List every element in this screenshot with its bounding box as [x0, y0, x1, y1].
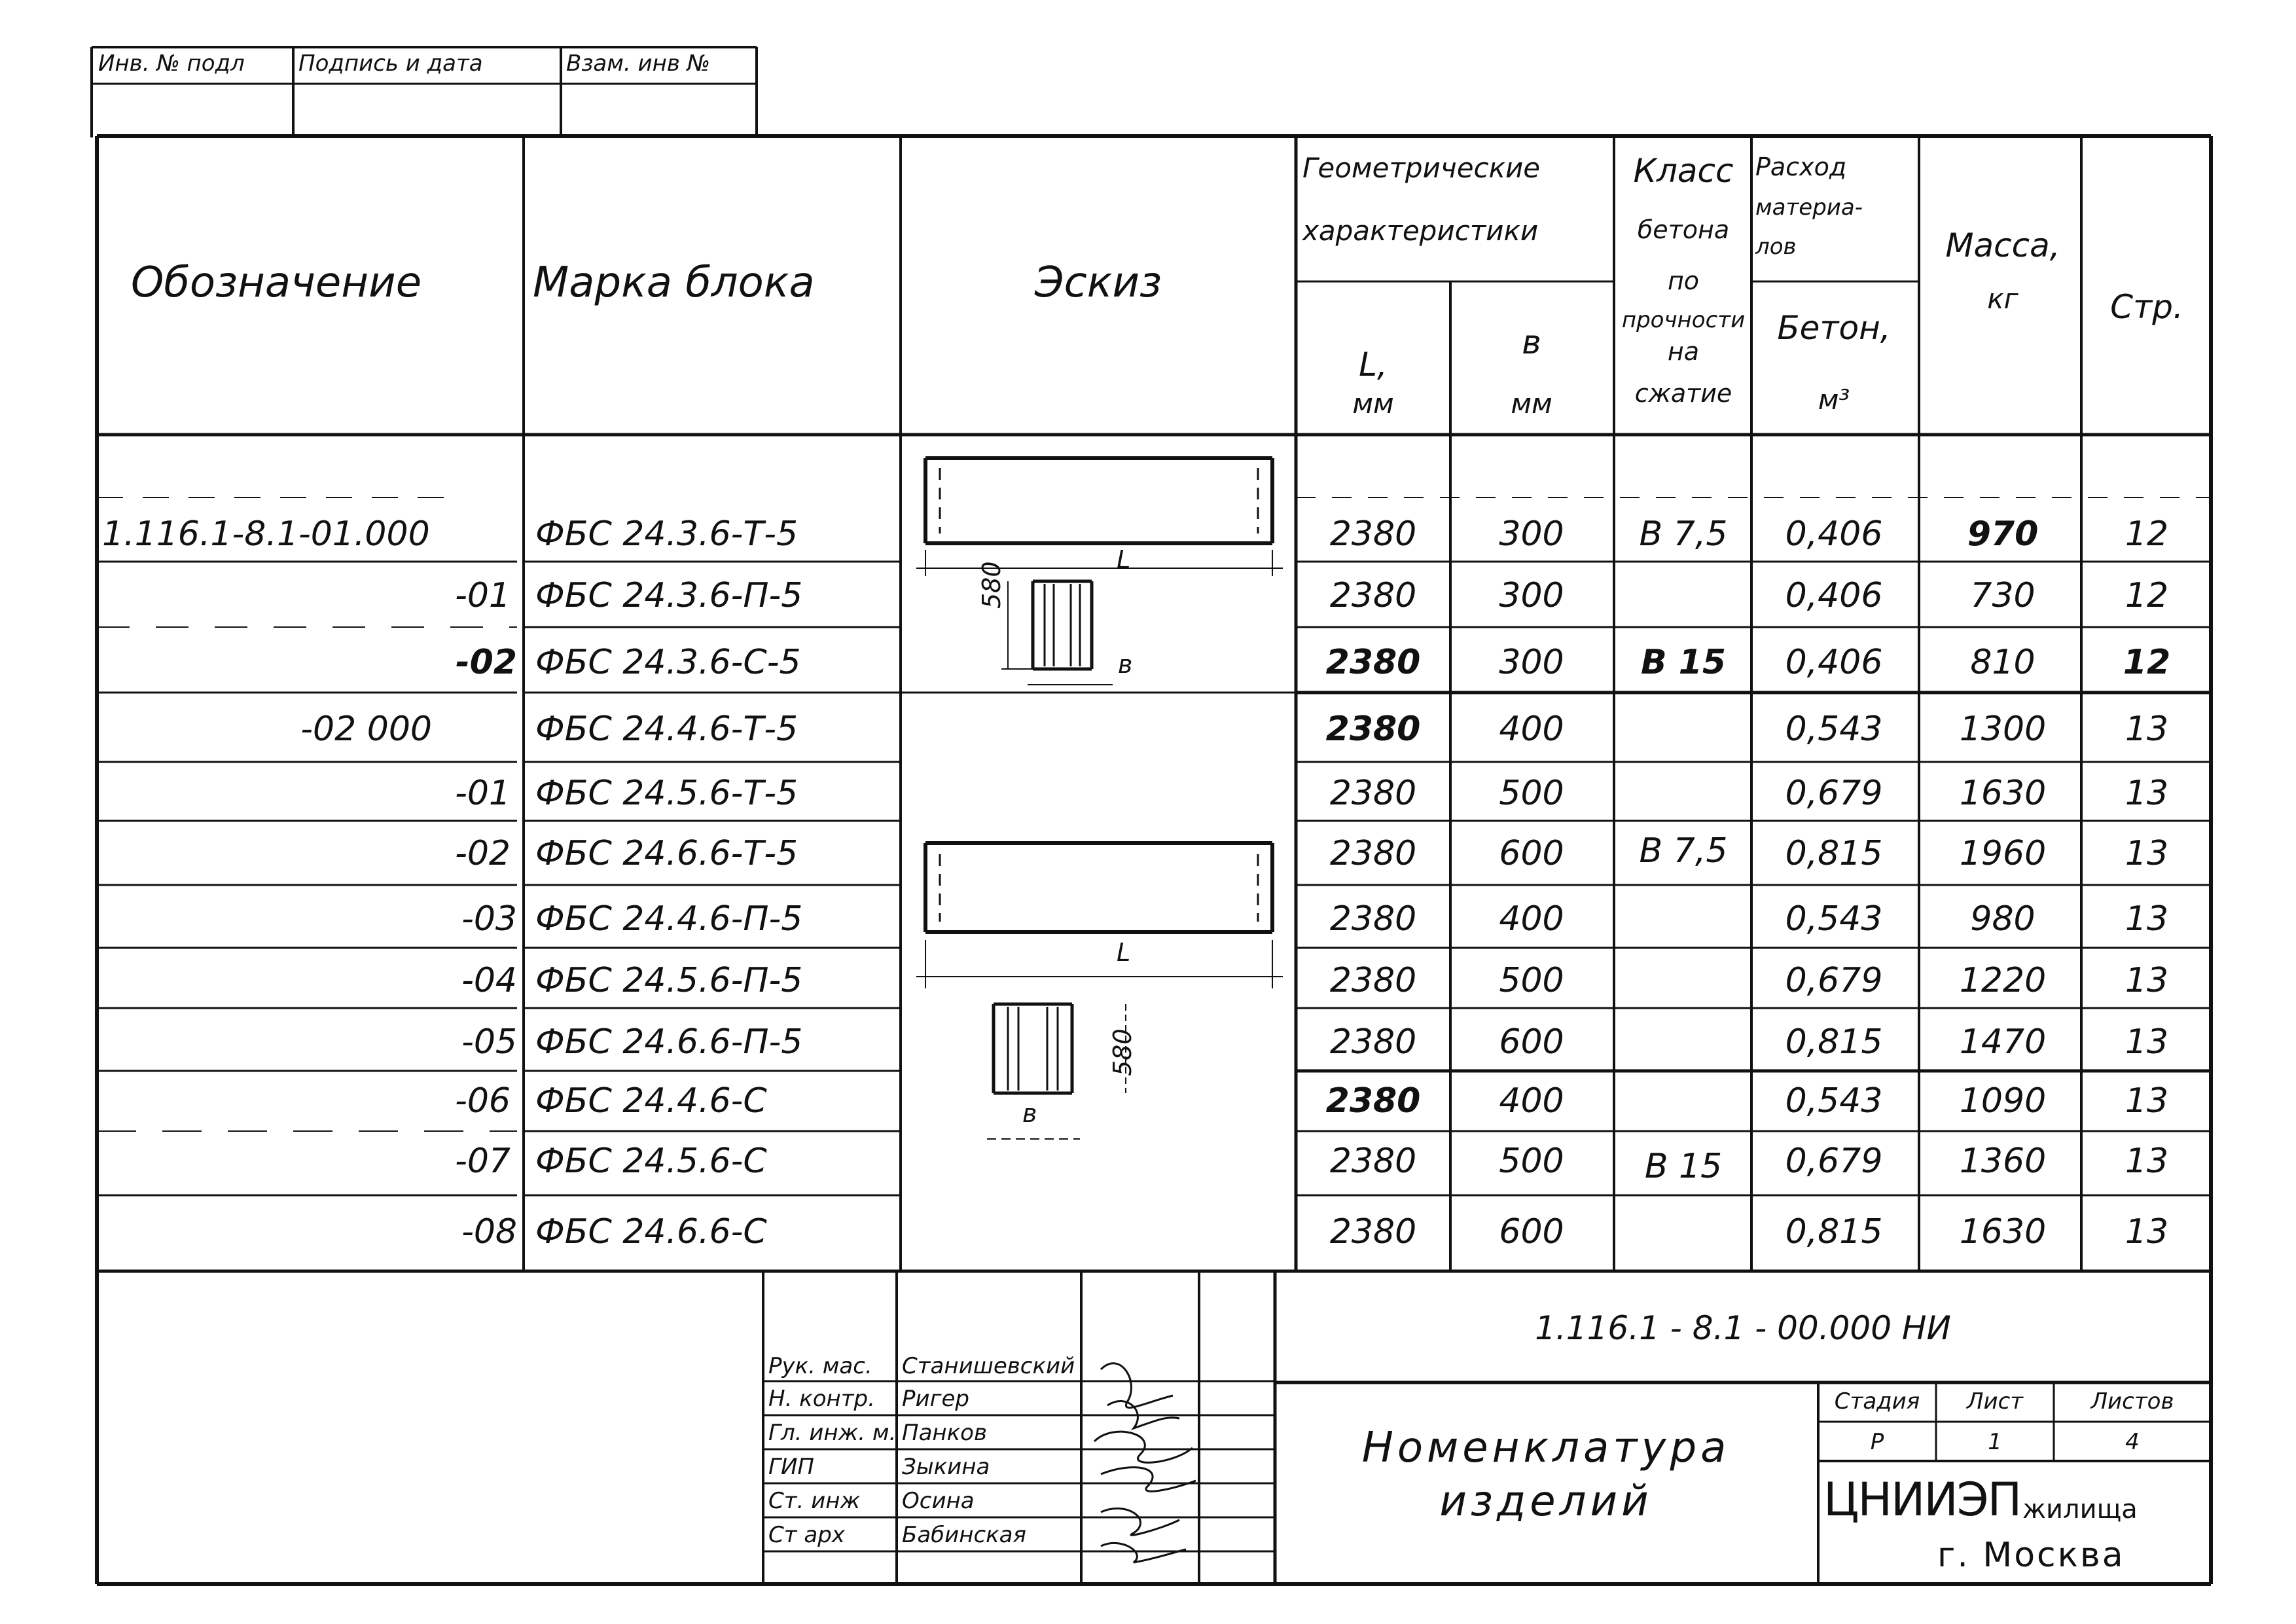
header-mass-unit: кг: [1987, 283, 2018, 315]
row-brand: ФБС 24.6.6-П-5: [535, 1022, 803, 1062]
row-page: 13: [2125, 1022, 2169, 1062]
row-page: 12: [2123, 643, 2171, 682]
title-person: Зыкина: [902, 1454, 990, 1480]
row-mass: 1960: [1959, 834, 2047, 873]
header-consumption-line2: материа-: [1755, 194, 1863, 221]
document-code: 1.116.1 - 8.1 - 00.000 НИ: [1535, 1309, 1951, 1347]
row-brand: ФБС 24.6.6-С: [535, 1212, 767, 1252]
row-page: 13: [2125, 1081, 2169, 1121]
row-mass: 980: [1970, 899, 2036, 939]
sheet-label: Лист: [1966, 1388, 2024, 1415]
row-length: 2380: [1325, 1081, 1421, 1121]
stage-value: Р: [1870, 1429, 1884, 1455]
header-class-line5: на: [1667, 337, 1700, 366]
row-volume: 0,406: [1785, 643, 1883, 682]
row-mass: 1630: [1959, 774, 2047, 813]
row-length: 2380: [1329, 576, 1417, 615]
sketch-top-height-label: 580: [977, 561, 1006, 609]
row-volume: 0,679: [1785, 774, 1883, 813]
title-person: Панков: [902, 1420, 988, 1446]
row-brand: ФБС 24.6.6-Т-5: [535, 834, 798, 873]
header-class-line6: сжатие: [1634, 379, 1732, 408]
row-length: 2380: [1329, 514, 1417, 554]
title-role: Рук. мас.: [768, 1353, 872, 1379]
sketch-bottom-width-label: в: [1022, 1099, 1037, 1128]
row-width: 300: [1499, 514, 1564, 554]
header-class-line2: бетона: [1637, 215, 1730, 244]
row-length: 2380: [1329, 1212, 1417, 1252]
row-designation: -07: [455, 1142, 511, 1181]
row-designation: -04: [461, 961, 517, 1000]
row-brand: ФБС 24.4.6-П-5: [535, 899, 803, 939]
document-title-line1: Номенклатура: [1361, 1424, 1731, 1472]
row-concrete-class: В 7,5: [1639, 514, 1728, 554]
organization-subtitle: жилища: [2022, 1494, 2138, 1525]
header-length-unit: мм: [1352, 388, 1394, 420]
header-class-line3: по: [1667, 266, 1700, 295]
row-length: 2380: [1325, 710, 1421, 749]
row-designation: -02: [456, 643, 517, 682]
row-page: 13: [2125, 899, 2169, 939]
row-volume: 0,543: [1785, 710, 1883, 749]
sheets-value: 4: [2125, 1429, 2140, 1455]
header-designation: Обозначение: [131, 259, 422, 307]
row-width: 600: [1499, 1022, 1564, 1062]
row-brand: ФБС 24.4.6-Т-5: [535, 710, 798, 749]
row-width: 500: [1499, 961, 1564, 1000]
header-block-brand: Марка блока: [533, 259, 815, 307]
row-mass: 730: [1970, 576, 2036, 615]
row-mass: 1630: [1959, 1212, 2047, 1252]
header-concrete-unit: м³: [1818, 384, 1850, 416]
header-class-line4: прочности: [1621, 307, 1746, 333]
sketch-top-length-label: L: [1117, 545, 1131, 574]
stamp-inventory-label: Инв. № подл: [98, 50, 245, 77]
row-width: 300: [1499, 643, 1564, 682]
row-width: 400: [1499, 710, 1564, 749]
row-page: 12: [2125, 514, 2169, 554]
title-role: Ст арх: [768, 1522, 845, 1548]
row-concrete-class: В 15: [1644, 1147, 1723, 1186]
row-volume: 0,679: [1785, 961, 1883, 1000]
row-designation: -01: [455, 774, 511, 813]
row-designation: -08: [461, 1212, 517, 1252]
row-volume: 0,815: [1785, 1022, 1883, 1062]
row-width: 300: [1499, 576, 1564, 615]
row-page: 13: [2125, 774, 2169, 813]
row-brand: ФБС 24.5.6-Т-5: [535, 774, 798, 813]
row-concrete-class: В 15: [1640, 643, 1727, 682]
row-page: 13: [2125, 710, 2169, 749]
row-page: 13: [2125, 1142, 2169, 1181]
header-width-label: в: [1522, 323, 1541, 361]
title-person: Бабинская: [902, 1522, 1026, 1548]
row-width: 500: [1499, 774, 1564, 813]
row-designation: -05: [461, 1022, 517, 1062]
row-brand: ФБС 24.5.6-С: [535, 1142, 767, 1181]
title-person: Осина: [902, 1488, 975, 1514]
sheets-label: Листов: [2090, 1388, 2174, 1415]
title-role: Ст. инж: [768, 1488, 861, 1514]
sketch-top-width-label: в: [1118, 650, 1133, 679]
row-designation: 1.116.1-8.1-01.000: [102, 514, 430, 554]
stage-label: Стадия: [1834, 1388, 1920, 1415]
title-role: ГИП: [768, 1454, 814, 1480]
row-mass: 970: [1967, 514, 2039, 554]
row-mass: 1470: [1959, 1022, 2047, 1062]
row-designation: -03: [461, 899, 517, 939]
signatures-image: [1081, 1271, 1212, 1584]
row-length: 2380: [1329, 834, 1417, 873]
row-page: 13: [2125, 1212, 2169, 1252]
row-designation: -02: [455, 834, 511, 873]
row-brand: ФБС 24.3.6-Т-5: [535, 514, 798, 554]
title-role: Н. контр.: [768, 1386, 875, 1412]
row-mass: 810: [1970, 643, 2036, 682]
title-person: Ригер: [902, 1386, 969, 1412]
row-mass: 1360: [1959, 1142, 2047, 1181]
row-length: 2380: [1329, 1142, 1417, 1181]
header-sketch: Эскиз: [1034, 259, 1162, 307]
sketch-bottom-length-label: L: [1117, 938, 1131, 967]
row-page: 13: [2125, 834, 2169, 873]
row-volume: 0,406: [1785, 514, 1883, 554]
row-designation: -02 000: [300, 710, 432, 749]
row-mass: 1090: [1959, 1081, 2047, 1121]
row-volume: 0,679: [1785, 1142, 1883, 1181]
row-width: 400: [1499, 899, 1564, 939]
row-volume: 0,815: [1785, 1212, 1883, 1252]
row-width: 400: [1499, 1081, 1564, 1121]
row-width: 600: [1499, 834, 1564, 873]
row-volume: 0,815: [1785, 834, 1883, 873]
row-brand: ФБС 24.3.6-П-5: [535, 576, 803, 615]
row-designation: -06: [455, 1081, 511, 1121]
header-mass-label: Масса,: [1945, 226, 2060, 264]
header-geometry-line2: характеристики: [1302, 215, 1539, 247]
header-concrete-label: Бетон,: [1777, 309, 1891, 347]
row-page: 13: [2125, 961, 2169, 1000]
row-concrete-class: В 7,5: [1639, 831, 1728, 871]
stamp-replacement-label: Взам. инв №: [566, 50, 711, 77]
stamp-signature-label: Подпись и дата: [298, 50, 483, 77]
row-length: 2380: [1329, 1022, 1417, 1062]
row-volume: 0,406: [1785, 576, 1883, 615]
sketch-bottom-height-label: 580: [1108, 1028, 1137, 1076]
header-consumption-line1: Расход: [1755, 153, 1847, 181]
row-length: 2380: [1329, 774, 1417, 813]
row-brand: ФБС 24.5.6-П-5: [535, 961, 803, 1000]
row-width: 600: [1499, 1212, 1564, 1252]
document-title-line2: изделий: [1439, 1477, 1653, 1526]
organization-city: г. Москва: [1937, 1536, 2125, 1575]
row-length: 2380: [1329, 961, 1417, 1000]
row-brand: ФБС 24.4.6-С: [535, 1081, 767, 1121]
row-designation: -01: [455, 576, 511, 615]
title-person: Станишевский: [902, 1353, 1075, 1379]
header-page-label: Стр.: [2110, 288, 2183, 326]
row-page: 12: [2125, 576, 2169, 615]
row-width: 500: [1499, 1142, 1564, 1181]
header-consumption-line3: лов: [1755, 234, 1797, 260]
row-volume: 0,543: [1785, 1081, 1883, 1121]
header-width-unit: мм: [1511, 388, 1552, 420]
header-geometry-line1: Геометрические: [1302, 152, 1541, 184]
organization-name: ЦНИИЭП: [1823, 1473, 2021, 1526]
row-brand: ФБС 24.3.6-С-5: [535, 643, 801, 682]
row-mass: 1300: [1959, 710, 2047, 749]
row-length: 2380: [1325, 643, 1421, 682]
header-class-line1: Класс: [1633, 152, 1734, 190]
sheet-value: 1: [1988, 1429, 2002, 1455]
row-mass: 1220: [1959, 961, 2047, 1000]
header-length-label: L,: [1359, 346, 1388, 384]
row-length: 2380: [1329, 899, 1417, 939]
title-role: Гл. инж. м.: [768, 1420, 897, 1446]
row-volume: 0,543: [1785, 899, 1883, 939]
